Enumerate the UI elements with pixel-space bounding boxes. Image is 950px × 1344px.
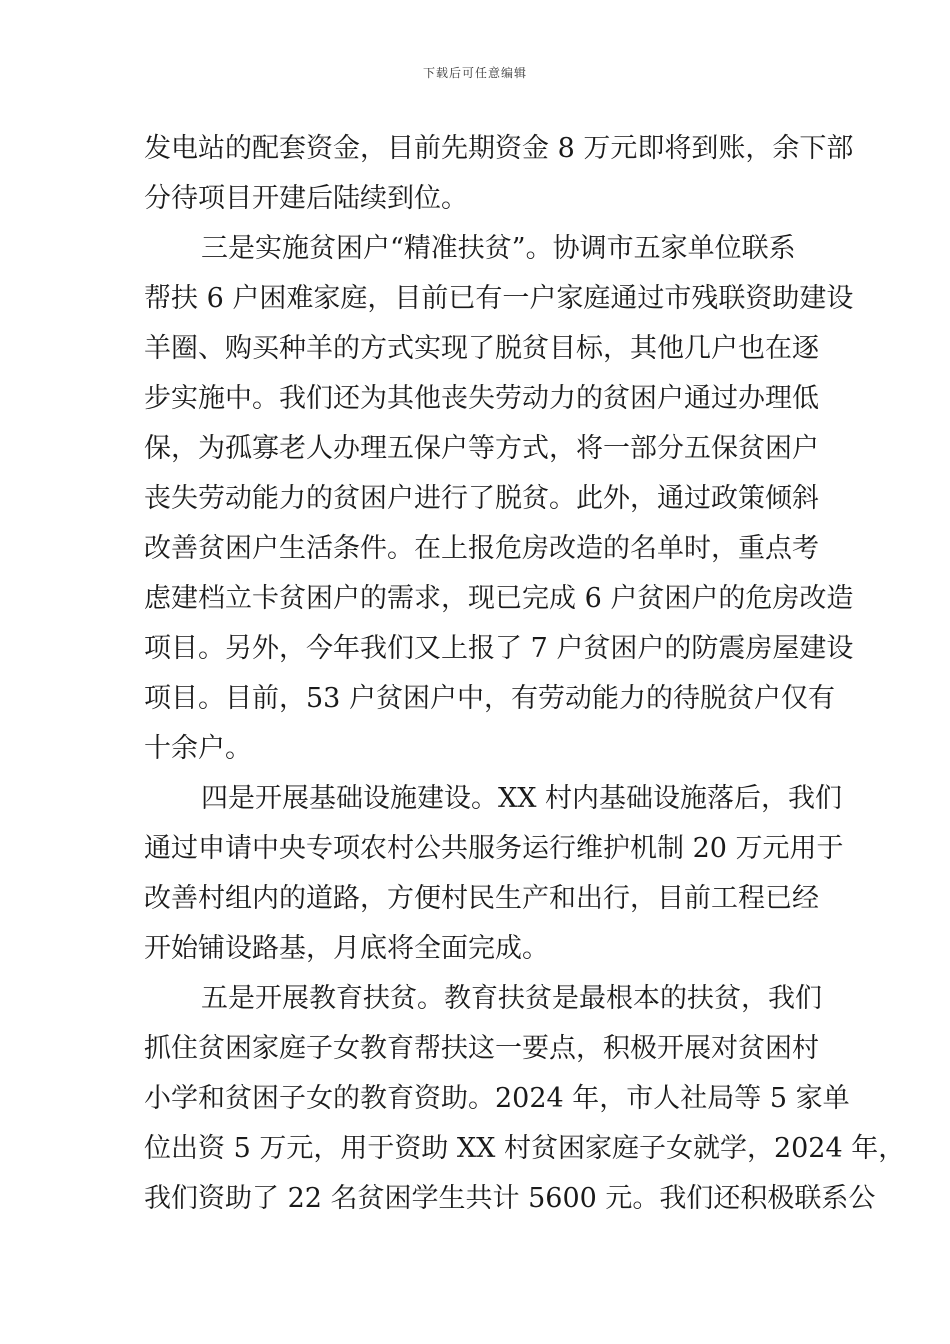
text-line: 改善贫困户生活条件。在上报危房改造的名单时，重点考 (144, 533, 819, 564)
text-line: 保，为孤寡老人办理五保户等方式，将一部分五保贫困户 (144, 433, 819, 464)
text-line: 羊圈、购买种羊的方式实现了脱贫目标，其他几户也在逐 (144, 333, 819, 364)
text-line: 位出资 5 万元，用于资助 XX 村贫困家庭子女就学，2024 年， (144, 1133, 906, 1164)
text-line: 项目。目前，53 户贫困户中，有劳动能力的待脱贫户仅有 (144, 683, 835, 714)
document-body (144, 124, 906, 1224)
paragraph-start-line: 三是实施贫困户“精准扶贫”。协调市五家单位联系 (201, 233, 796, 264)
text-line: 虑建档立卡贫困户的需求，现已完成 6 户贫困户的危房改造 (144, 583, 854, 614)
text-line: 丧失劳动能力的贫困户进行了脱贫。此外，通过政策倾斜 (144, 483, 819, 514)
text-line: 十余户。 (144, 733, 252, 764)
text-line: 项目。另外，今年我们又上报了 7 户贫困户的防震房屋建设 (144, 633, 854, 664)
text-line: 小学和贫困子女的教育资助。2024 年，市人社局等 5 家单 (144, 1083, 850, 1114)
text-line: 开始铺设路基，月底将全面完成。 (144, 933, 549, 964)
page-header: 下载后可任意编辑 (422, 66, 527, 80)
text-line: 发电站的配套资金，目前先期资金 8 万元即将到账，余下部 (144, 133, 854, 164)
text-line: 步实施中。我们还为其他丧失劳动力的贫困户通过办理低 (144, 383, 819, 414)
text-line: 帮扶 6 户困难家庭，目前已有一户家庭通过市残联资助建设 (144, 283, 854, 314)
text-line: 改善村组内的道路，方便村民生产和出行，目前工程已经 (144, 883, 819, 914)
text-line: 分待项目开建后陆续到位。 (144, 183, 468, 214)
paragraph-start-line: 四是开展基础设施建设。XX 村内基础设施落后，我们 (201, 783, 843, 814)
text-line: 通过申请中央专项农村公共服务运行维护机制 20 万元用于 (144, 833, 844, 864)
text-line: 抓住贫困家庭子女教育帮扶这一要点，积极开展对贫困村 (144, 1033, 819, 1064)
paragraph-start-line: 五是开展教育扶贫。教育扶贫是最根本的扶贫，我们 (201, 983, 822, 1014)
text-line: 我们资助了 22 名贫困学生共计 5600 元。我们还积极联系公 (144, 1183, 876, 1214)
